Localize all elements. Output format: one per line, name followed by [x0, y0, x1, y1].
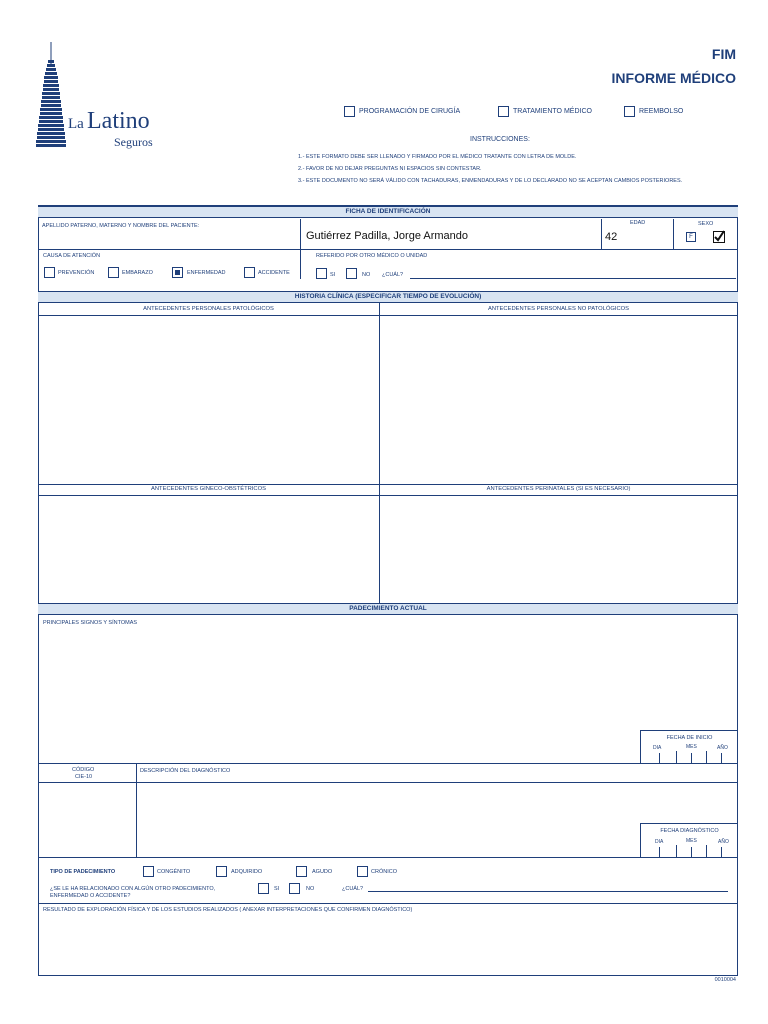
- adquirido-checkbox[interactable]: [216, 866, 227, 877]
- enfermedad-checkbox[interactable]: [172, 267, 183, 278]
- relacion-si-label: SI: [274, 886, 280, 892]
- ficha-band: [38, 206, 738, 218]
- codigo-label: CÓDIGO: [72, 767, 95, 773]
- form-code: FIM: [711, 46, 736, 62]
- cie-label: CIE-10: [75, 774, 93, 780]
- edad-label: EDAD: [630, 220, 646, 226]
- historia-title: HISTORIA CLÍNICA (ESPECIFICAR TIEMPO DE EVOLUCIÓN): [294, 293, 482, 300]
- instruction-1: 1.- ESTE FORMATO DEBE SER LLENADO Y FIRMADO POR EL MÉDICO TRATANTE CON LETRA DE MOLDE.: [298, 154, 577, 160]
- sexo-f-option[interactable]: [686, 232, 696, 242]
- tratamiento-checkbox[interactable]: [498, 106, 509, 117]
- relacion-cual-field[interactable]: [368, 891, 728, 892]
- padecimiento-title: PADECIMIENTO ACTUAL: [349, 605, 427, 612]
- prevencion-checkbox[interactable]: [44, 267, 55, 278]
- fecha-diag-mes: MES: [686, 838, 697, 844]
- cirugia-label: PROGRAMACIÓN DE CIRUGÍA: [359, 108, 461, 115]
- relacion-cual-label: ¿CUÁL?: [342, 886, 364, 892]
- fecha-inicio-anio: AÑO: [717, 745, 728, 751]
- referido-si-label: SI: [330, 272, 336, 278]
- embarazo-checkbox[interactable]: [108, 267, 119, 278]
- fecha-inicio-mes: MES: [686, 744, 697, 750]
- app-field[interactable]: [39, 316, 378, 483]
- tipo-label: TIPO DE PADECIMIENTO: [50, 869, 116, 875]
- adquirido-label: ADQUIRIDO: [231, 869, 263, 875]
- instruction-2: 2.- FAVOR DE NO DEJAR PREGUNTAS NI ESPACIOS SIN CONTESTAR.: [298, 166, 482, 172]
- relacion-question-2: ENFERMEDAD O ACCIDENTE?: [50, 893, 131, 899]
- agudo-checkbox[interactable]: [296, 866, 307, 877]
- perinatales-field[interactable]: [381, 496, 736, 603]
- edad-field[interactable]: 42: [605, 231, 618, 243]
- historia-band: [38, 291, 738, 303]
- accidente-label: ACCIDENTE: [258, 270, 290, 276]
- referido-cual-label: ¿CUÁL?: [382, 272, 404, 278]
- fecha-inicio-label: FECHA DE INICIO: [666, 735, 713, 741]
- patient-label: APELLIDO PATERNO, MATERNO Y NOMBRE DEL PACIENTE:: [42, 223, 200, 229]
- fecha-inicio-dia: DIA: [653, 745, 662, 751]
- relacion-question-1: ¿SE LE HA RELACIONADO CON ALGÚN OTRO PADECIMIENTO,: [50, 886, 216, 892]
- apnp-header: ANTECEDENTES PERSONALES NO PATOLÓGICOS: [487, 306, 630, 312]
- referido-cual-field[interactable]: [410, 278, 736, 279]
- sexo-f-label: F: [689, 234, 693, 240]
- brand-seguros: Seguros: [114, 135, 153, 149]
- patient-name-field[interactable]: Gutiérrez Padilla, Jorge Armando: [306, 230, 469, 242]
- perinatales-header: ANTECEDENTES PERINATALES (SI ES NECESARIO): [486, 486, 631, 492]
- tower-logo-icon: [34, 42, 70, 152]
- relacion-no-label: NO: [306, 886, 315, 892]
- resultado-field[interactable]: [39, 915, 737, 975]
- fecha-diag-box[interactable]: [640, 823, 737, 857]
- referido-no-label: NO: [362, 272, 371, 278]
- reembolso-label: REEMBOLSO: [639, 108, 684, 115]
- brand-latino: Latino: [87, 108, 150, 134]
- cronico-label: CRÓNICO: [371, 869, 397, 875]
- sexo-label: SEXO: [698, 221, 714, 227]
- referido-no-checkbox[interactable]: [346, 268, 357, 279]
- enfermedad-label: ENFERMEDAD: [187, 270, 226, 276]
- prevencion-label: PREVENCIÓN: [58, 270, 95, 276]
- referido-si-checkbox[interactable]: [316, 268, 327, 279]
- descripcion-label: DESCRIPCIÓN DEL DIAGNÓSTICO: [140, 768, 231, 774]
- causa-label: CAUSA DE ATENCIÓN: [43, 253, 101, 259]
- padecimiento-band: [38, 603, 738, 615]
- instruction-3: 3.- ESTE DOCUMENTO NO SERÁ VÁLIDO CON TACHADURAS, ENMENDADURAS Y DE LO DECLARADO NO SE ACEPTAN CAMBIOS POSTERIORES.: [298, 178, 683, 184]
- checkmark-icon: [713, 230, 725, 242]
- ficha-title: FICHA DE IDENTIFICACIÓN: [345, 208, 431, 215]
- fecha-diag-dia: DIA: [655, 839, 664, 845]
- fecha-inicio-box[interactable]: [640, 730, 737, 763]
- relacion-si-checkbox[interactable]: [258, 883, 269, 894]
- apnp-field[interactable]: [381, 316, 736, 483]
- reembolso-checkbox[interactable]: [624, 106, 635, 117]
- tratamiento-label: TRATAMIENTO MÉDICO: [513, 108, 592, 115]
- folio-number: 0010004: [714, 977, 736, 983]
- brand-la: La: [68, 116, 84, 132]
- cirugia-checkbox[interactable]: [344, 106, 355, 117]
- instructions-title: INSTRUCCIONES:: [470, 136, 530, 143]
- agudo-label: AGUDO: [312, 869, 333, 875]
- gineco-field[interactable]: [39, 496, 378, 603]
- signos-label: PRINCIPALES SIGNOS Y SÍNTOMAS: [43, 620, 138, 626]
- cronico-checkbox[interactable]: [357, 866, 368, 877]
- fecha-diag-anio: AÑO: [718, 839, 729, 845]
- company-logo: [34, 42, 174, 154]
- congenito-checkbox[interactable]: [143, 866, 154, 877]
- resultado-label: RESULTADO DE EXPLORACIÓN FÍSICA Y DE LOS ESTUDIOS REALIZADOS ( ANEXAR INTERPRETACIONES QUE CONFIRMEN DIAGNÓSTICO): [43, 907, 413, 913]
- codigo-field[interactable]: [39, 783, 135, 856]
- app-header: ANTECEDENTES PERSONALES PATOLÓGICOS: [143, 306, 274, 312]
- descripcion-field[interactable]: [137, 783, 639, 856]
- gineco-header: ANTECEDENTES GINECO-OBSTÉTRICOS: [151, 486, 266, 492]
- referido-label: REFERIDO POR OTRO MÉDICO O UNIDAD: [316, 253, 428, 259]
- sexo-m-checkbox[interactable]: [713, 231, 725, 243]
- relacion-no-checkbox[interactable]: [289, 883, 300, 894]
- fecha-diag-label: FECHA DIAGNÓSTICO: [660, 828, 719, 834]
- accidente-checkbox[interactable]: [244, 267, 255, 278]
- congenito-label: CONGÉNITO: [157, 869, 191, 875]
- form-title: INFORME MÉDICO: [611, 70, 736, 86]
- signos-field[interactable]: [39, 628, 639, 762]
- embarazo-label: EMBARAZO: [122, 270, 153, 276]
